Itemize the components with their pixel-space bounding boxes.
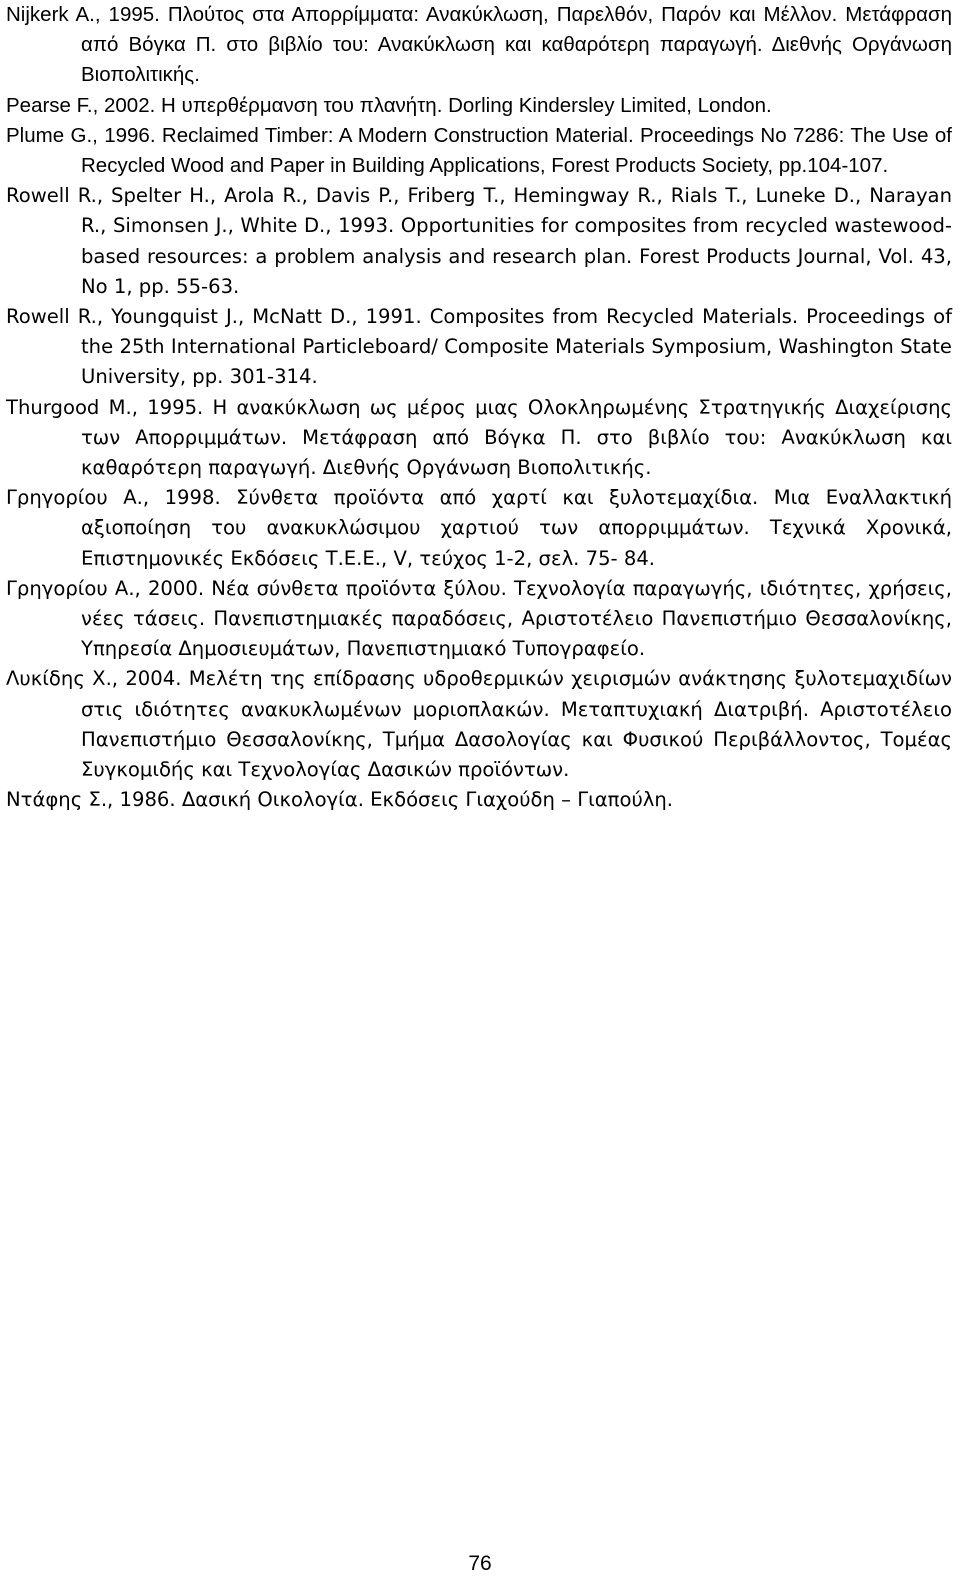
reference-entry: Γρηγορίου Α., 1998. Σύνθετα προϊόντα από χαρτί και ξυλοτεμαχίδια. Μια Εναλλακτική αξιοποίηση του ανακυκλώσιμου χαρτιού των απορριμμάτων. Τεχνικά Χρονικά, Επιστημονικές Εκδόσεις Τ.Ε.Ε., V, τεύχος 1-2, σελ. 75- 84. <box>6 486 952 570</box>
reference-entry: Rowell R., Spelter H., Arola R., Davis P., Friberg T., Hemingway R., Rials T., Luneke D., Narayan R., Simonsen J., White D., 1993. Opportunities for composites from recycled wastewood-based resources: a problem analysis and research plan. Forest Products Journal, Vol. 43, No 1, pp. 55-63. <box>6 184 952 298</box>
reference-list <box>6 0 952 815</box>
reference-entry: Nijkerk A., 1995. Πλούτος στα Απορρίμματα: Ανακύκλωση, Παρελθόν, Παρόν και Μέλλον. Μετάφραση από Βόγκα Π. στο βιβλίο του: Ανακύκλωση και καθαρότερη παραγωγή. Διεθνής Οργάνωση Βιοπολιτικής. <box>6 3 952 87</box>
page-number: 76 <box>468 1552 492 1575</box>
reference-entry: Plume G., 1996. Reclaimed Timber: A Modern Construction Material. Proceedings No 7286: The Use of Recycled Wood and Paper in Building Applications, Forest Products Society, pp.104-107. <box>6 123 952 178</box>
reference-entry: Γρηγορίου Α., 2000. Νέα σύνθετα προϊόντα ξύλου. Τεχνολογία παραγωγής, ιδιότητες, χρήσεις, νέες τάσεις. Πανεπιστημιακές παραδόσεις, Αριστοτέλειο Πανεπιστήμιο Θεσσαλονίκης, Υπηρεσία Δημοσιευμάτων, Πανεπιστημιακό Τυπογραφείο. <box>6 576 952 661</box>
reference-entry: Pearse F., 2002. Η υπερθέρμανση του πλανήτη. Dorling Kindersley Limited, London. <box>6 93 772 117</box>
reference-entry: Ντάφης Σ., 1986. Δασική Οικολογία. Εκδόσεις Γιαχούδη – Γιαπούλη. <box>6 788 674 812</box>
reference-entry: Thurgood M., 1995. Η ανακύκλωση ως μέρος μιας Ολοκληρωμένης Στρατηγικής Διαχείρισης των Απορριμμάτων. Μετάφραση από Βόγκα Π. στο βιβλίο του: Ανακύκλωση και καθαρότερη παραγωγή. Διεθνής Οργάνωση Βιοπολιτικής. <box>6 395 952 480</box>
reference-entry: Rowell R., Youngquist J., McNatt D., 1991. Composites from Recycled Materials. Proceedings of the 25th International Particleboard/ Composite Materials Symposium, Washington State University, pp. 301-314. <box>6 305 952 389</box>
reference-entry: Λυκίδης Χ., 2004. Μελέτη της επίδρασης υδροθερμικών χειρισμών ανάκτησης ξυλοτεμαχιδίων στις ιδιότητες ανακυκλωμένων μοριοπλακών. Μεταπτυχιακή Διατριβή. Αριστοτέλειο Πανεπιστήμιο Θεσσαλονίκης, Τμήμα Δασολογίας και Φυσικού Περιβάλλοντος, Τομέας Συγκομιδής και Τεχνολογίας Δασικών προϊόντων. <box>6 667 952 782</box>
